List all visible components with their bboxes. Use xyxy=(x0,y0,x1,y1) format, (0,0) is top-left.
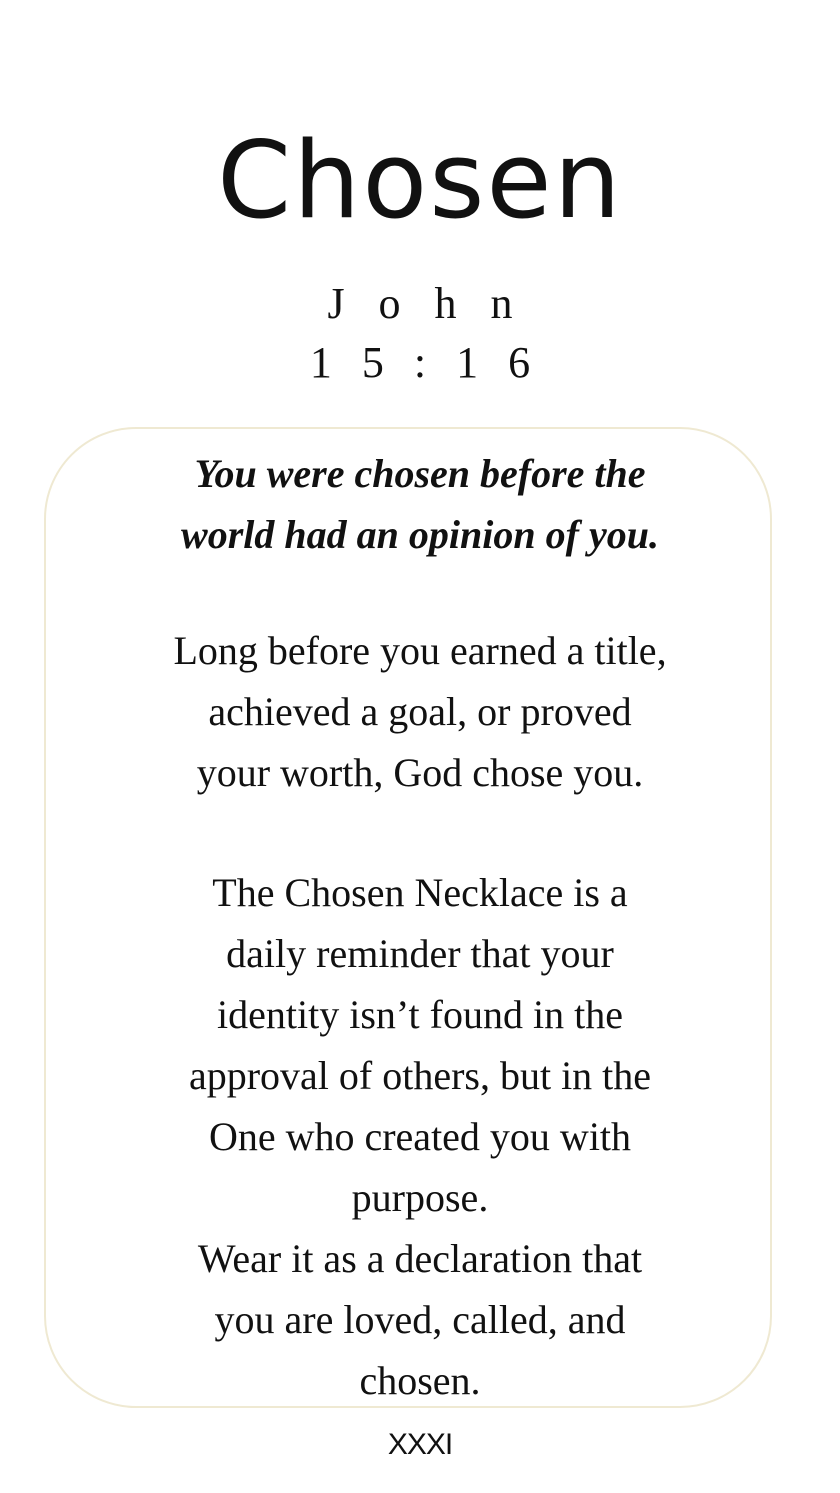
paragraph-line: achieved a goal, or proved xyxy=(208,689,632,734)
lead-line: world had an opinion of you. xyxy=(181,512,659,557)
paragraph-line: One who created you with xyxy=(208,1114,632,1159)
paragraph-intro xyxy=(0,620,840,803)
paragraph-necklace xyxy=(0,862,840,1411)
paragraph-line: daily reminder that your xyxy=(226,931,614,976)
paragraph-line: your worth, God chose you. xyxy=(196,750,644,795)
page-title: Chosen xyxy=(217,119,623,242)
paragraph-line: purpose. xyxy=(351,1175,489,1220)
scripture-verse: 15:16 xyxy=(309,338,561,387)
paragraph-line: approval of others, but in the xyxy=(188,1053,652,1098)
footer-mark: XXXI xyxy=(387,1428,453,1461)
paragraph-line: you are loved, called, and xyxy=(214,1297,626,1342)
paragraph-line: chosen. xyxy=(359,1358,481,1403)
lead-statement xyxy=(0,443,840,565)
paragraph-line: Long before you earned a title, xyxy=(173,628,667,673)
paragraph-line: Wear it as a declaration that xyxy=(197,1236,643,1281)
lead-line: You were chosen before the xyxy=(194,451,646,496)
paragraph-line: The Chosen Necklace is a xyxy=(212,870,628,915)
scripture-book: John xyxy=(327,279,547,328)
paragraph-line: identity isn’t found in the xyxy=(217,992,623,1037)
